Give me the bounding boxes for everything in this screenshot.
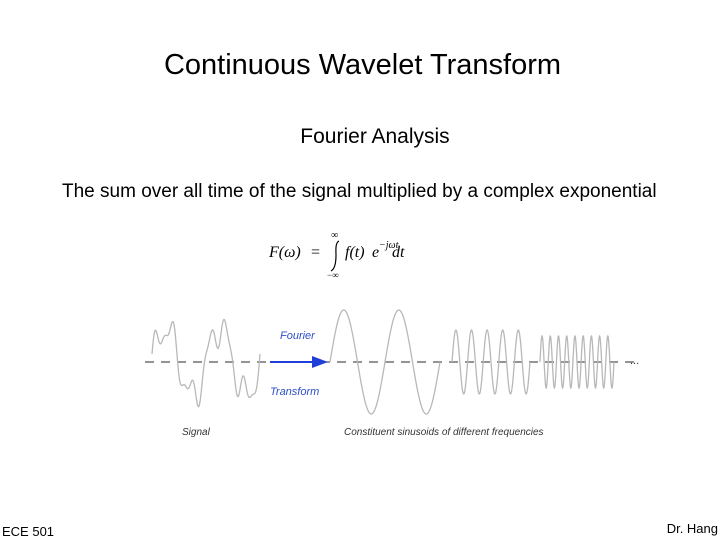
formula-exp-base: e	[372, 244, 380, 261]
formula-differential: dt	[392, 244, 405, 261]
slide-title: Continuous Wavelet Transform	[163, 49, 562, 81]
formula-exponent: −jωt	[379, 240, 399, 251]
arrow-label-fourier: Fourier	[280, 330, 315, 342]
signal-waveform	[152, 319, 260, 406]
arrow-label-transform: Transform	[270, 386, 320, 398]
slide-subtitle: Fourier Analysis	[300, 125, 450, 148]
fourier-formula	[265, 225, 415, 279]
ellipsis: ...	[630, 355, 640, 367]
course-code: ECE 501	[2, 524, 55, 539]
author-name: Dr. Hang	[666, 521, 718, 536]
fourier-figure	[140, 300, 650, 445]
formula-integrand: f(t)	[345, 244, 365, 261]
formula-lower-limit: −∞	[327, 270, 339, 279]
formula-lhs: F(ω)	[269, 244, 301, 261]
formula-upper-limit: ∞	[331, 230, 339, 241]
sinusoids-label: Constituent sinusoids of different frequencies	[344, 427, 544, 438]
formula-equals: =	[311, 244, 321, 261]
integral-sign	[331, 241, 339, 271]
slide-description: The sum over all time of the signal multiplied by a complex exponential	[62, 181, 657, 202]
signal-label: Signal	[182, 427, 210, 438]
transform-arrow-head	[312, 356, 328, 368]
